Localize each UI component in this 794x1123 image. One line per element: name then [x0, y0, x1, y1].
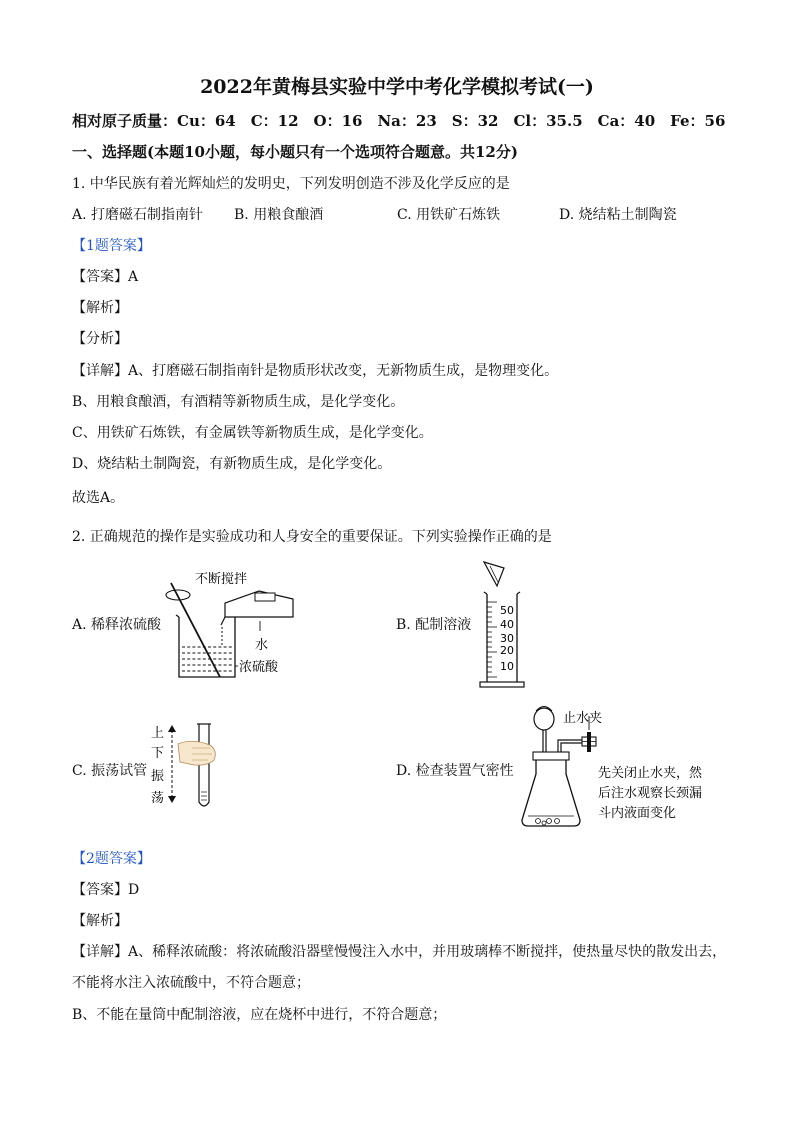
figure-graduated-cylinder: [470, 558, 540, 690]
figure-airtight-apparatus: [512, 702, 722, 832]
apparatus-note-line: 先关闭止水夹，然: [598, 766, 703, 781]
figure-dilute-acid: [165, 565, 315, 690]
q2-answer-header: 【2题答案】: [72, 851, 151, 867]
q2-stem: 2. 正确规范的操作是实验成功和人身安全的重要保证。下列实验操作正确的是: [72, 529, 552, 545]
q2-option-b: B. 配制溶液: [396, 617, 472, 633]
q1-detail-line: B、用粮食酿酒，有酒精等新物质生成，是化学变化。: [72, 394, 405, 410]
acid-label: 浓硫酸: [239, 660, 279, 675]
q2-detail-line: 不能将水注入浓硫酸中，不符合题意；: [72, 975, 310, 991]
cylinder-tick-label: 30: [500, 632, 514, 645]
q2-detail-line: B、不能在量筒中配制溶液，应在烧杯中进行，不符合题意；: [72, 1007, 447, 1023]
shake-char: 下: [151, 746, 165, 761]
q1-detail-line: 【详解】A、打磨磁石制指南针是物质形状改变，无新物质生成，是物理变化。: [72, 363, 559, 379]
page-title: 2022年黄梅县实验中学中考化学模拟考试(一): [200, 76, 594, 98]
atomic-masses: 相对原子质量：Cu：64 C：12 O：16 Na：23 S：32 Cl：35.5 Ca：40 Fe：56: [72, 112, 726, 130]
stir-label: 不断搅拌: [195, 572, 248, 587]
figure-shaking-tube: [148, 718, 228, 814]
cylinder-tick-label: 40: [500, 618, 514, 631]
section-heading: 一、选择题(本题10小题，每小题只有一个选项符合题意。共12分): [72, 143, 518, 161]
apparatus-note-line: 斗内液面变化: [598, 806, 677, 821]
clamp-label: 止水夹: [563, 711, 603, 726]
shake-char: 上: [151, 726, 165, 741]
q2-answer: 【答案】D: [72, 882, 140, 898]
cylinder-tick-label: 10: [500, 660, 514, 673]
q1-answer: 【答案】A: [72, 269, 139, 285]
cylinder-tick-label: 50: [500, 604, 514, 617]
cylinder-tick-label: 20: [500, 644, 514, 657]
shake-char: 荡: [151, 791, 165, 806]
shake-char: 振: [151, 769, 165, 784]
q1-fenxi-label: 【分析】: [72, 331, 128, 347]
q1-detail-line: C、用铁矿石炼铁，有金属铁等新物质生成，是化学变化。: [72, 425, 433, 441]
q1-option-c: C. 用铁矿石炼铁: [397, 207, 501, 223]
q2-detail-line: 【详解】A、稀释浓硫酸：将浓硫酸沿器壁慢慢注入水中，并用玻璃棒不断搅拌，使热量尽快的散发出去，: [72, 944, 727, 960]
q1-conclusion: 故选A。: [72, 490, 125, 506]
q2-analysis-label: 【解析】: [72, 913, 128, 929]
q1-option-d: D. 烧结粘土制陶瓷: [559, 207, 677, 223]
q2-option-a: A. 稀释浓硫酸: [72, 617, 162, 633]
q2-option-d: D. 检查装置气密性: [396, 763, 514, 779]
apparatus-note-line: 后注水观察长颈漏: [598, 786, 703, 801]
water-label: 水: [255, 638, 269, 653]
q1-detail-line: D、烧结粘土制陶瓷，有新物质生成，是化学变化。: [72, 456, 392, 472]
q1-answer-header: 【1题答案】: [72, 238, 151, 254]
q1-option-b: B. 用粮食酿酒: [234, 207, 324, 223]
q2-option-c: C. 振荡试管: [72, 763, 148, 779]
q1-stem: 1. 中华民族有着光辉灿烂的发明史，下列发明创造不涉及化学反应的是: [72, 176, 510, 192]
q1-analysis-label: 【解析】: [72, 300, 128, 316]
q1-option-a: A. 打磨磁石制指南针: [72, 207, 204, 223]
